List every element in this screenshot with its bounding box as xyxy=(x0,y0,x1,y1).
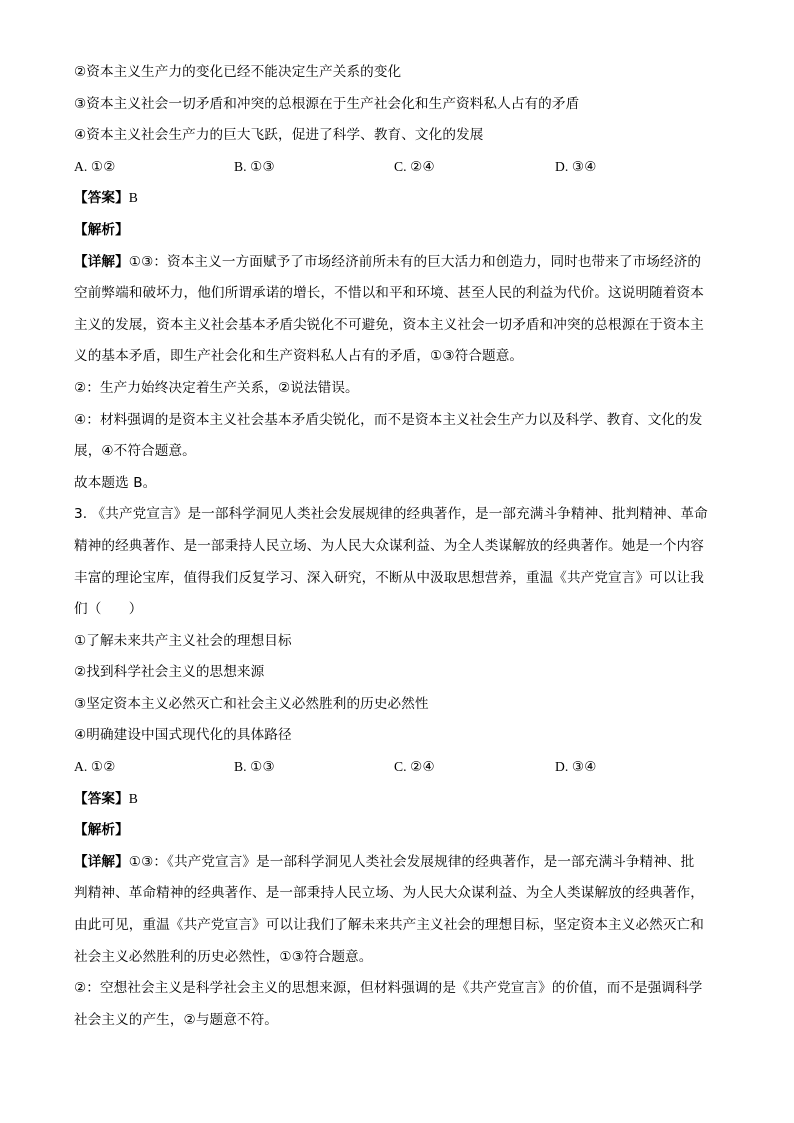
q2-option-d: D. ③④ xyxy=(555,158,597,174)
q3-answer-value: B xyxy=(128,790,138,806)
q2-item-2: ②资本主义生产力的变化已经不能决定生产关系的变化 xyxy=(74,64,402,80)
q3-answer-label: 【答案】 xyxy=(74,790,129,807)
q2-detail-line-4: 义的基本矛盾，即生产社会化和生产资料私人占有的矛盾，①③符合题意。 xyxy=(74,348,524,365)
q3-detail-line-6: 社会主义的产生，②与题意不符。 xyxy=(74,1011,278,1028)
q2-analysis-label: 【解析】 xyxy=(74,221,129,238)
q2-option-a: A. ①② xyxy=(74,158,116,174)
q3-options xyxy=(74,757,726,777)
q2-answer-value: B xyxy=(128,190,138,206)
q3-detail-line-4: 社会主义必然胜利的历史必然性，①③符合题意。 xyxy=(74,948,373,965)
q3-option-c: C. ②④ xyxy=(394,759,435,775)
q2-option-b: B. ①③ xyxy=(234,158,275,174)
q3-analysis-label: 【解析】 xyxy=(74,822,129,839)
document-page xyxy=(74,62,726,1041)
q3-stem-line-4: 们（ ） xyxy=(74,601,143,618)
q2-detail-line-7: 展，④不符合题意。 xyxy=(74,443,196,460)
q2-answer-label: 【答案】 xyxy=(74,190,129,207)
q3-option-a: A. ①② xyxy=(74,759,116,775)
q2-detail-label: 【详解】 xyxy=(74,253,129,270)
q3-answer xyxy=(74,789,726,809)
q2-analysis xyxy=(74,220,726,240)
q3-detail-line-2: 判精神、革命精神的经典著作、是一部秉持人民立场、为人民大众谋利益、为全人类谋解放的经典著作， xyxy=(74,885,704,902)
q3-stem-line-2: 精神的经典著作、是一部秉持人民立场、为人民大众谋利益、为全人类谋解放的经典著作。她是一个内容 xyxy=(74,537,704,554)
q2-item-3: ③资本主义社会一切矛盾和冲突的总根源在于生产社会化和生产资料私人占有的矛盾 xyxy=(74,95,580,112)
q3-item-1: ①了解未来共产主义社会的理想目标 xyxy=(74,632,292,649)
q3-item-3: ③坚定资本主义必然灭亡和社会主义必然胜利的历史必然性 xyxy=(74,695,429,712)
q2-options xyxy=(74,157,726,177)
q3-detail-line-1 xyxy=(74,852,726,872)
q3-option-b: B. ①③ xyxy=(234,759,275,775)
q3-detail-label: 【详解】 xyxy=(74,853,129,870)
q2-item-4: ④资本主义社会生产力的巨大飞跃，促进了科学、教育、文化的发展 xyxy=(74,127,484,144)
q3-detail-line-3: 由此可见，重温《共产党宣言》可以让我们了解未来共产主义社会的理想目标，坚定资本主义必然灭亡和 xyxy=(74,917,704,934)
q2-detail-line-3: 主义的发展，资本主义社会基本矛盾尖锐化不可避免，资本主义社会一切矛盾和冲突的总根源在于资本主 xyxy=(74,316,704,333)
q3-detail-text-1: ①③：《共产党宣言》是一部科学洞见人类社会发展规律的经典著作，是一部充满斗争精神、批 xyxy=(128,853,695,870)
q2-detail-line-2: 空前弊端和破坏力，他们所谓承诺的增长，不惜以和平和环境、甚至人民的利益为代价。这说明随着资本 xyxy=(74,285,704,302)
q3-option-d: D. ③④ xyxy=(555,759,597,775)
q2-detail-line-1 xyxy=(74,252,726,272)
q2-detail-line-6: ④：材料强调的是资本主义社会基本矛盾尖锐化，而不是资本主义社会生产力以及科学、教育、文化的发 xyxy=(74,411,703,428)
q2-detail-line-5: ②：生产力始终决定着生产关系，②说法错误。 xyxy=(74,379,359,396)
q2-answer xyxy=(74,188,726,208)
q3-stem-line-3: 丰富的理论宝库，值得我们反复学习、深入研究，不断从中汲取思想营养，重温《共产党宣言》可以让我 xyxy=(74,569,704,586)
q2-conclusion: 故本题选 B。 xyxy=(74,474,157,491)
q3-stem-line-1: 3. 《共产党宣言》是一部科学洞见人类社会发展规律的经典著作，是一部充满斗争精神、批判精神、革命 xyxy=(74,506,708,523)
q3-detail-line-5: ②：空想社会主义是科学社会主义的思想来源，但材料强调的是《共产党宣言》的价值，而不是强调科学 xyxy=(74,980,703,997)
q3-item-2: ②找到科学社会主义的思想来源 xyxy=(74,664,265,681)
q2-detail-text-1: ①③：资本主义一方面赋予了市场经济前所未有的巨大活力和创造力，同时也带来了市场经济的 xyxy=(128,253,702,270)
q3-item-4: ④明确建设中国式现代化的具体路径 xyxy=(74,727,292,744)
q3-analysis xyxy=(74,820,726,840)
q2-option-c: C. ②④ xyxy=(394,158,435,174)
